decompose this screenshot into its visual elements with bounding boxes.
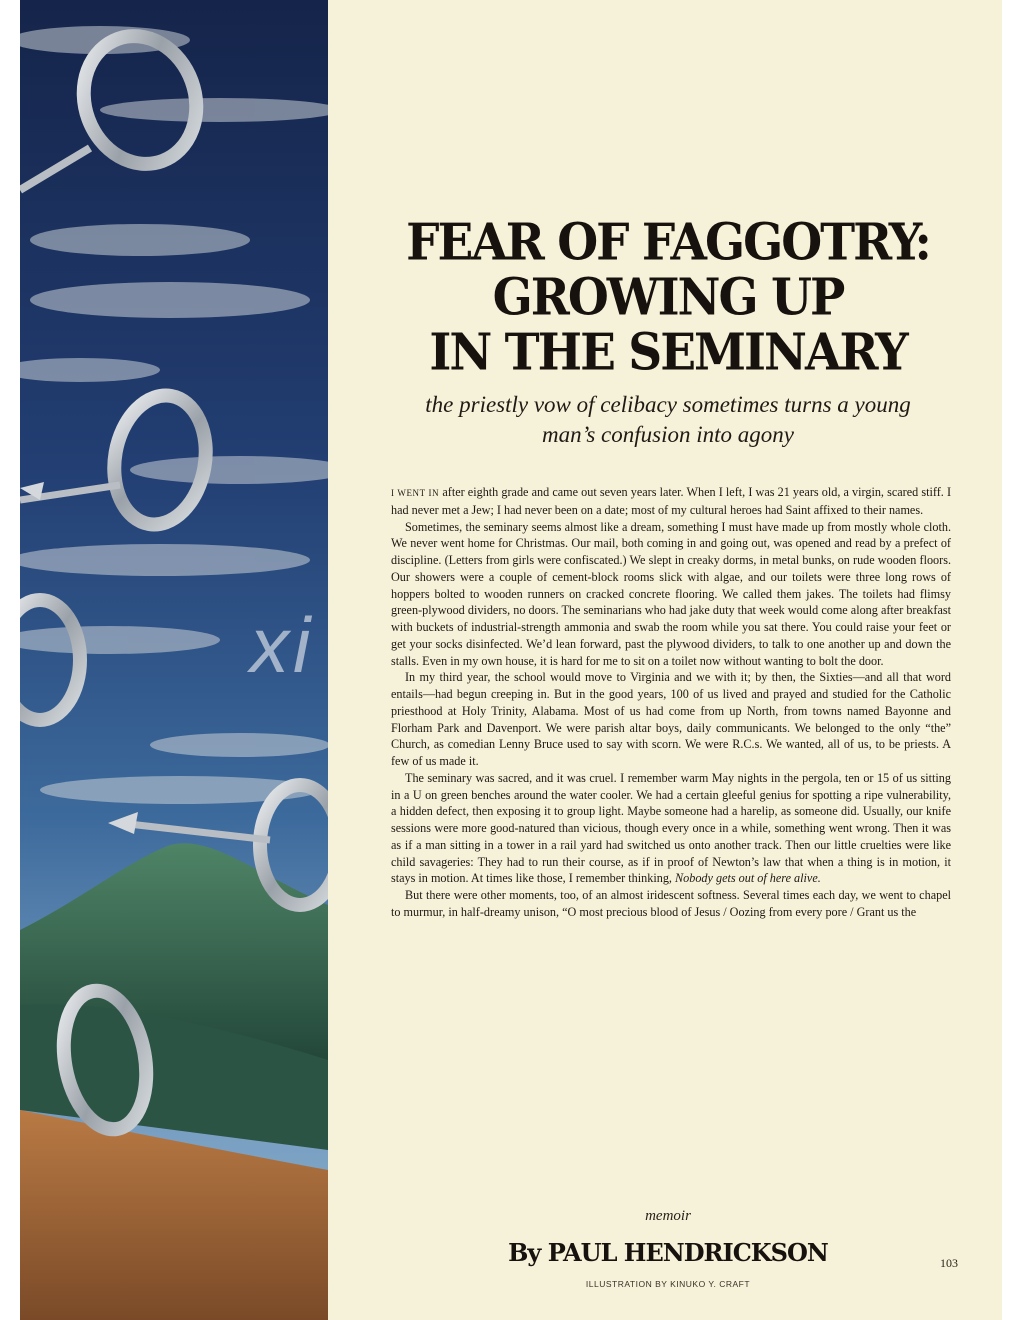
paragraph: But there were other moments, too, of an almost iridescent softness. Several times each day, we went to chapel to murmur, in half-dreamy unison, “O most precious blood of Jesus / Oozing from every pore / Grant us the xyxy=(391,888,951,919)
lead-in: I WENT IN xyxy=(391,488,440,498)
headline-line: FEAR OF FAGGOTRY: xyxy=(406,212,930,273)
article-body xyxy=(391,484,951,921)
illustration-credit: ILLUSTRATION BY KINUKO Y. CRAFT xyxy=(585,1279,751,1289)
deck-line: man’s confusion into agony xyxy=(542,422,794,447)
paragraph xyxy=(391,484,951,519)
watermark: xi xyxy=(250,601,315,689)
left-margin xyxy=(0,0,20,1320)
byline: By PAUL HENDRICKSON xyxy=(508,1238,828,1267)
right-margin xyxy=(1002,0,1020,1320)
headline-line: GROWING UP xyxy=(492,267,844,328)
paragraph xyxy=(391,770,951,887)
kicker: memoir xyxy=(645,1208,691,1224)
paragraph: In my third year, the school would move to Virginia and we with it; by then, the Sixties—and all that word entails—had begun creeping in. But in the good years, 100 of us lived and prayed and studied for the Catholic priesthood at Holy Trinity, Alabama. Most of us had come from up North, from towns named Bayonne and Florham Park and Davenport. We were parish altar boys, daily communicants. We belonged to the only “the” Church, as comedian Lenny Bruce used to say with scorn. We were R.C.s. We wanted, all of us, to be priests. A few of us made it. xyxy=(391,670,951,768)
paragraph-text: after eighth grade and came out seven years later. When I left, I was 21 years old, a virgin, scared stiff. I had never met a Jew; I had never been on a date; most of my cultural heroes had Saint affixed to their names. xyxy=(391,485,952,517)
paragraph-text: The seminary was sacred, and it was cruel. I remember warm May nights in the pergola, ten or 15 of us sitting in a U on green benches around the water cooler. We had a certain gleeful genius for spotting a ripe vulnerability, a hidden defect, then exposing it to group light. Maybe someone had a harelip, as someone did. Usually, our knife sessions were more good-natured than vicious, though every once in a while, something went wrong. Then it was as if a man sitting in a tower in a rail yard had switched us onto another track. Then our little cruelties were like child savageries: They had to run their course, as if in proof of Newton’s law that when a thing is in motion, it stays in motion. At times like those, I remember thinking, xyxy=(391,770,951,886)
deck-line: the priestly vow of celibacy sometimes turns a young xyxy=(425,392,911,417)
page-number: 103 xyxy=(940,1256,958,1270)
deck xyxy=(378,390,958,450)
paragraph: Sometimes, the seminary seems almost like a dream, something I must have made up from mostly whole cloth. We never went home for Christmas. Our mail, both coming in and going out, was opened and read by a prefect of discipline. (Letters from girls were confiscated.) We slept in creaky dorms, in metal bunks, on rude wooden floors. Our showers were a couple of cement-block rooms slick with algae, and our toilets were three long rows of hoppers bolted to wooden runners on cracked concrete flooring. We called them jakes. The toilets had flimsy green-plywood dividers, no doors. The seminarians who had jake duty that week would come along after breakfast with buckets of industrial-strength ammonia and swab the room while you sat there. You could raise your feet or get your socks disinfected. We’d lean forward, past the plywood dividers, to talk to one another up and down the stalls. Even in my own house, it is hard for me to sit on a toilet now without wanting to bolt the door. xyxy=(391,519,951,668)
article-page xyxy=(328,0,1002,1320)
italic-phrase: Nobody gets out of here alive. xyxy=(675,871,821,886)
headline-line: IN THE SEMINARY xyxy=(429,323,907,383)
headline xyxy=(368,212,968,383)
